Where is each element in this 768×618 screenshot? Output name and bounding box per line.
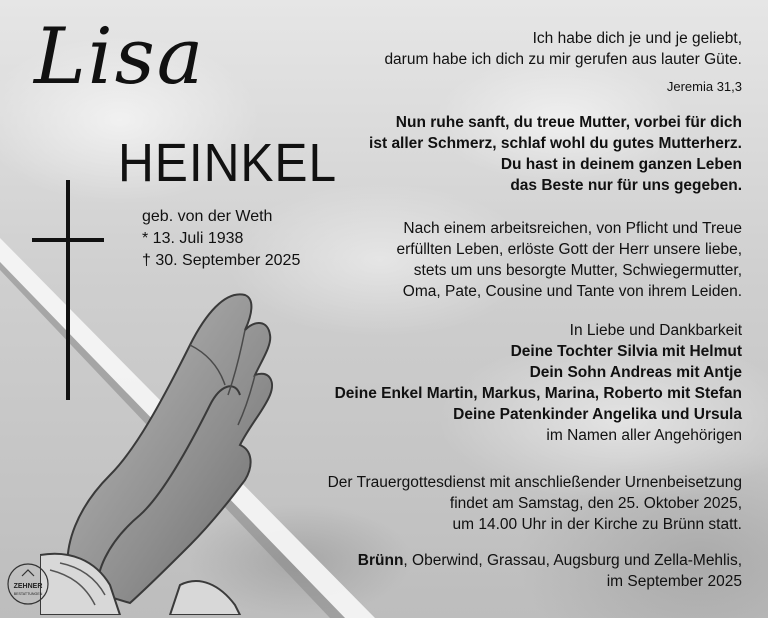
verse-line: darum habe ich dich zu mir gerufen aus lauter Güte.	[384, 51, 742, 68]
places-date	[302, 550, 742, 592]
places-line	[302, 550, 742, 571]
mourner-name: Deine Tochter Silvia mit Helmut	[510, 343, 742, 360]
logo-sub: BESTATTUNGEN	[13, 592, 43, 596]
birth-date: * 13. Juli 1938	[142, 230, 244, 247]
text-line: stets um uns besorgte Mutter, Schwiegermutter,	[413, 262, 742, 279]
funeral-home-logo	[6, 562, 50, 606]
born-name: geb. von der Weth	[142, 208, 273, 225]
text-line: Oma, Pate, Cousine und Tante von ihrem Leiden.	[402, 283, 742, 300]
mourners-outro: im Namen aller Angehörigen	[546, 427, 742, 444]
mourners	[302, 320, 742, 446]
poem-line: Nun ruhe sanft, du treue Mutter, vorbei für dich	[395, 114, 742, 131]
poem-line: das Beste nur für uns gegeben.	[510, 177, 742, 194]
service-line: Der Trauergottesdienst mit anschließender Urnenbeisetzung	[327, 474, 742, 491]
logo-name: ZEHNER	[13, 583, 43, 590]
service-line: um 14.00 Uhr in der Kirche zu Brünn statt.	[452, 516, 742, 533]
service-info	[302, 472, 742, 535]
death-date: † 30. September 2025	[142, 252, 301, 269]
mourners-intro: In Liebe und Dankbarkeit	[569, 322, 742, 339]
places-bold: Brünn	[357, 552, 404, 569]
verse-reference: Jeremia 31,3	[666, 79, 742, 94]
last-name: HEINKEL	[118, 133, 338, 193]
verse-line: Ich habe dich je und je geliebt,	[532, 30, 742, 47]
bio-details	[142, 206, 300, 272]
text-line: Nach einem arbeitsreichen, von Pflicht und Treue	[403, 220, 742, 237]
service-line: findet am Samstag, den 25. Oktober 2025,	[449, 495, 742, 512]
mourner-name: Dein Sohn Andreas mit Antje	[529, 364, 742, 381]
places-rest: , Oberwind, Grassau, Augsburg und Zella-Mehlis,	[403, 552, 742, 569]
mourner-name: Deine Patenkinder Angelika und Ursula	[453, 406, 742, 423]
praying-hands-icon	[40, 285, 310, 615]
poem-line: Du hast in deinem ganzen Leben	[500, 156, 742, 173]
poem	[302, 112, 742, 196]
notice-date: im September 2025	[606, 573, 742, 590]
mourner-name: Deine Enkel Martin, Markus, Marina, Roberto mit Stefan	[334, 385, 742, 402]
text-line: erfüllten Leben, erlöste Gott der Herr unsere liebe,	[396, 241, 742, 258]
notice-text	[302, 218, 742, 302]
bible-verse	[302, 28, 742, 97]
poem-line: ist aller Schmerz, schlaf wohl du gutes Mutterherz.	[369, 135, 742, 152]
first-name: Lisa	[34, 12, 206, 102]
